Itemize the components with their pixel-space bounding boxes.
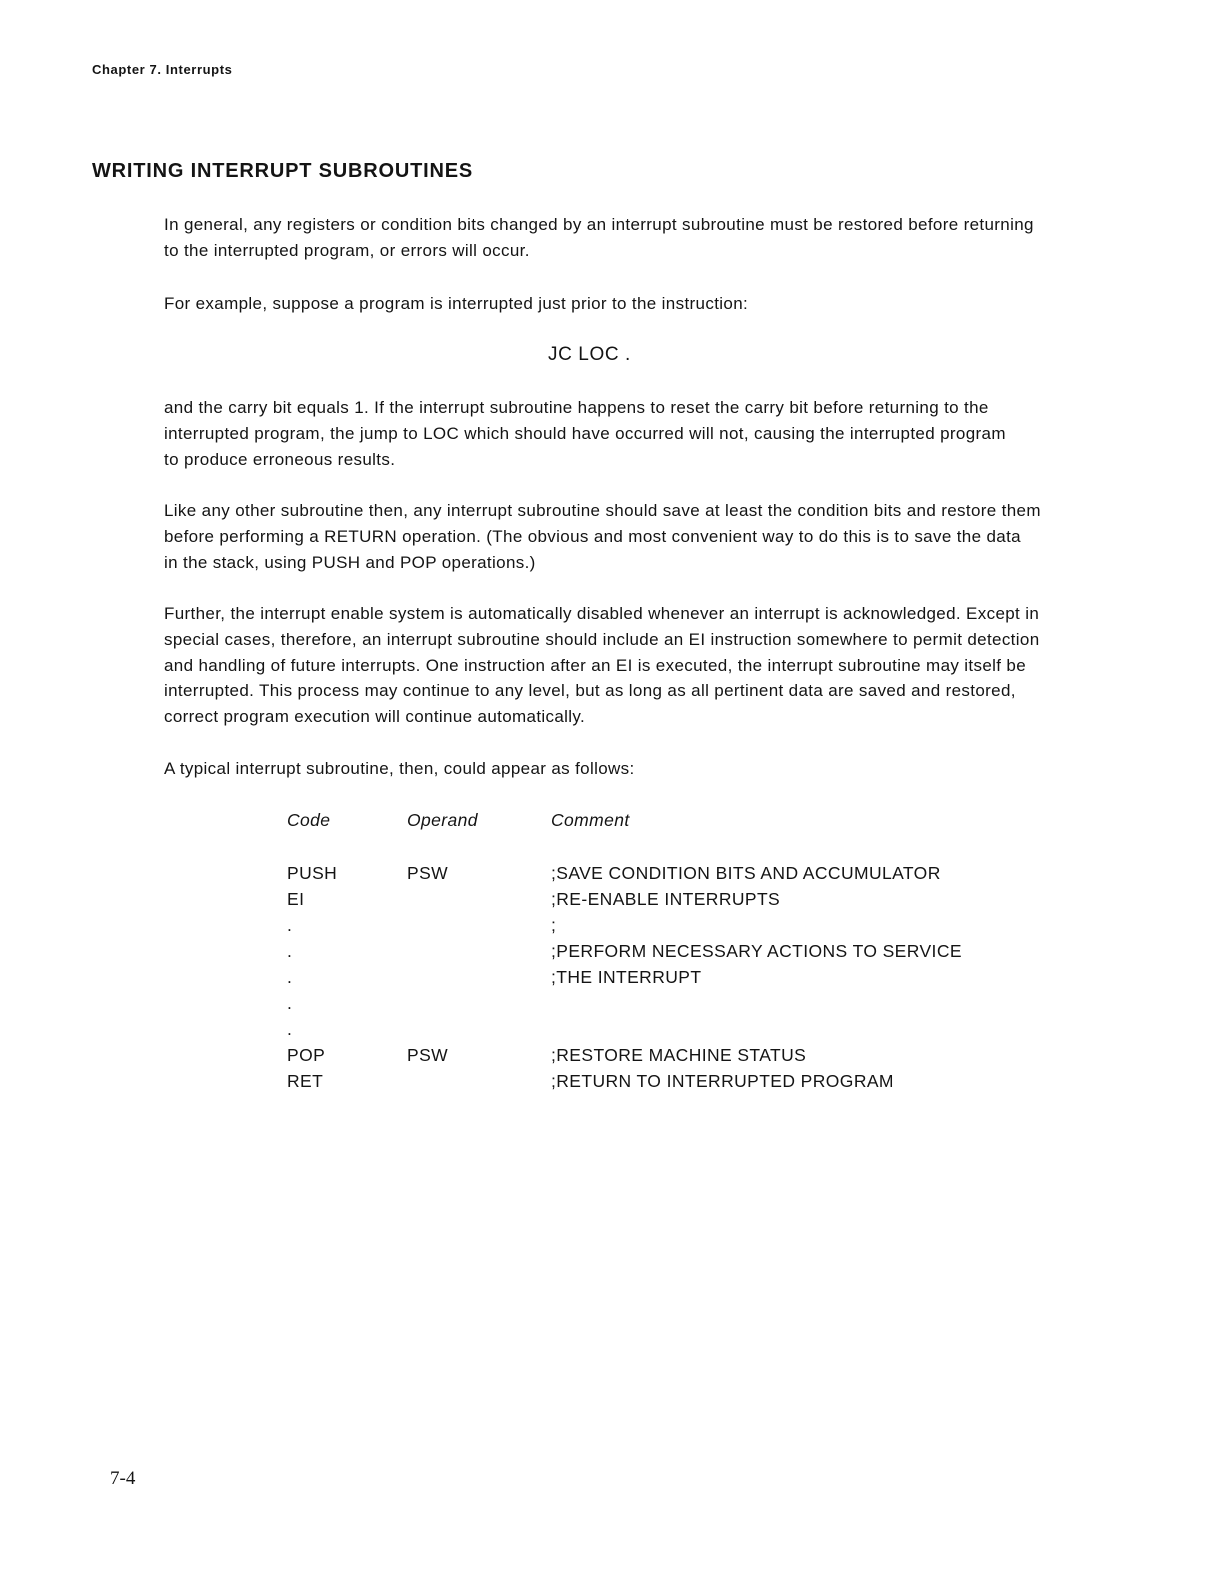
code-mnemonic: RET [287, 1071, 324, 1091]
text-line: For example, suppose a program is interrupted just prior to the instruction: [164, 294, 749, 313]
paragraph-interrupt-enable [164, 601, 1104, 730]
text-line: A typical interrupt subroutine, then, could appear as follows: [164, 759, 635, 778]
text-line: to the interrupted program, or errors will occur. [164, 240, 530, 260]
text-line: interrupted. This process may continue to any level, but as long as all pertinent data are saved and restored, [164, 681, 1016, 701]
code-comment: ;RETURN TO INTERRUPTED PROGRAM [551, 1071, 894, 1091]
text-line: and the carry bit equals 1. If the interrupt subroutine happens to reset the carry bit before returning to the [164, 398, 989, 417]
text-line: in the stack, using PUSH and POP operations.) [164, 552, 536, 572]
code-comment: ;PERFORM NECESSARY ACTIONS TO SERVICE [551, 941, 962, 961]
paragraph-example-intro [164, 291, 1104, 317]
code-mnemonic: . [287, 941, 293, 961]
code-comment: ;RE-ENABLE INTERRUPTS [551, 889, 781, 909]
code-mnemonic: . [287, 967, 293, 987]
instruction-example: JC LOC . [548, 344, 631, 365]
code-comment: ;RESTORE MACHINE STATUS [551, 1045, 807, 1065]
code-mnemonic: EI [287, 889, 305, 909]
code-comment: ;SAVE CONDITION BITS AND ACCUMULATOR [551, 863, 941, 883]
text-line: correct program execution will continue automatically. [164, 707, 586, 727]
text-line: Further, the interrupt enable system is automatically disabled whenever an interrupt is acknowledged. Except in [164, 604, 1040, 623]
paragraph-registers-restore [164, 212, 1104, 264]
text-line: interrupted program, the jump to LOC which should have occurred will not, causing the interrupted program [164, 423, 1006, 443]
page-number: 7-4 [110, 1468, 136, 1489]
paragraph-carry-bit [164, 395, 1104, 472]
column-header-comment: Comment [551, 810, 630, 830]
code-mnemonic: . [287, 1019, 293, 1039]
code-comment: ; [551, 915, 557, 935]
code-operand: PSW [407, 863, 449, 883]
text-line: special cases, therefore, an interrupt subroutine should include an EI instruction somewhere to permit detection [164, 629, 1040, 649]
text-line: to produce erroneous results. [164, 449, 396, 469]
paragraph-typical-subroutine [164, 756, 1104, 782]
paragraph-save-condition-bits [164, 498, 1104, 575]
column-header-operand: Operand [407, 810, 478, 830]
text-line: Like any other subroutine then, any interrupt subroutine should save at least the condition bits and restore them [164, 501, 1041, 520]
code-mnemonic: . [287, 915, 293, 935]
code-mnemonic: PUSH [287, 863, 338, 883]
column-header-code: Code [287, 810, 331, 830]
running-header: Chapter 7. Interrupts [92, 62, 233, 77]
code-mnemonic: . [287, 993, 293, 1013]
section-title: WRITING INTERRUPT SUBROUTINES [92, 160, 473, 182]
text-line: and handling of future interrupts. One instruction after an EI is executed, the interrupt subroutine may itself be [164, 655, 1027, 675]
code-operand: PSW [407, 1045, 449, 1065]
code-comment: ;THE INTERRUPT [551, 967, 702, 987]
code-mnemonic: POP [287, 1045, 326, 1065]
text-line: In general, any registers or condition bits changed by an interrupt subroutine must be restored before returning [164, 215, 1034, 234]
text-line: before performing a RETURN operation. (The obvious and most convenient way to do this is to save the data [164, 526, 1021, 546]
